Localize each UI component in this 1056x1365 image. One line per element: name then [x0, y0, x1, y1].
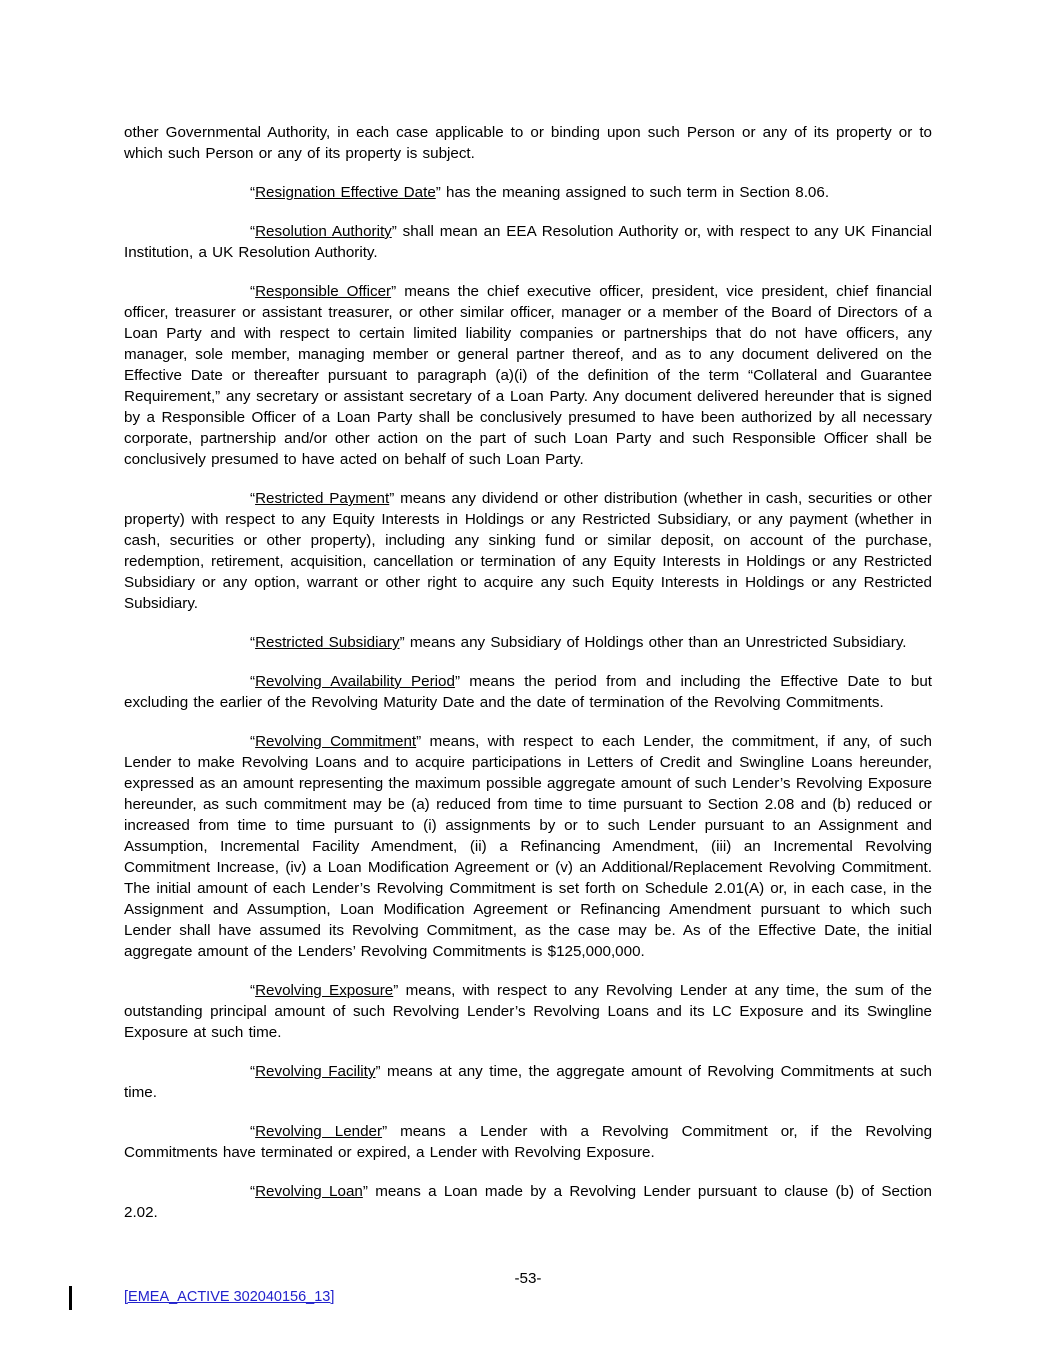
definition-restricted-payment	[124, 488, 932, 614]
open-quote: “	[250, 223, 256, 240]
open-quote: “	[250, 1183, 256, 1200]
definition-revolving-availability-period	[124, 671, 932, 713]
definition-resignation-effective-date	[124, 182, 932, 203]
definition-revolving-facility	[124, 1061, 932, 1103]
definition-resolution-authority	[124, 221, 932, 263]
defined-term: Revolving Commitment	[255, 733, 417, 750]
paragraph-text: ” means, with respect to each Lender, the commitment, if any, of such Lender to make Revolving Loans and to acquire participations in Letters of Credit and Swingline Loans hereunder, expressed as an amount representing the maximum possible aggregate amount of such Lender’s Revolving Exposure hereunder, as such commitment may be (a) reduced from time to time pursuant to Section 2.08 and (b) reduced or increased from time to time pursuant to (i) assignments by or to such Lender pursuant to an Assignment and Assumption, Incremental Facility Amendment, (ii) a Refinancing Amendment, (iii) an Incremental Revolving Commitment Increase, (iv) a Loan Modification Agreement or (v) an Additional/Replacement Revolving Commitment. The initial amount of each Lender’s Revolving Commitment is set forth on Schedule 2.01(A) or, in each case, in the Assignment and Assumption, Loan Modification Agreement or Refinancing Amendment pursuant to which such Lender shall have assumed its Revolving Commitment, as the case may be. As of the Effective Date, the initial aggregate amount of the Lenders’ Revolving Commitments is $125,000,000.	[124, 733, 932, 960]
document-id-link[interactable]: [EMEA_ACTIVE 302040156_13]	[124, 1289, 335, 1305]
revision-change-bar	[69, 1286, 72, 1310]
defined-term: Restricted Payment	[255, 490, 390, 507]
defined-term: Restricted Subsidiary	[255, 634, 400, 651]
open-quote: “	[250, 982, 256, 999]
open-quote: “	[250, 673, 256, 690]
paragraph-text: ” has the meaning assigned to such term in Section 8.06.	[435, 184, 830, 201]
definition-revolving-exposure	[124, 980, 932, 1043]
paragraph-text: ” means any dividend or other distribution (whether in cash, securities or other property) with respect to any Equity Interests in Holdings or any Restricted Subsidiary, or any payment (whether in cash, securities or other property), including any sinking fund or similar deposit, on account of the purchase, redemption, retirement, acquisition, cancellation or termination of any Equity Interests in Holdings or any Restricted Subsidiary or any option, warrant or other right to acquire any such Equity Interests in Holdings or any Restricted Subsidiary.	[124, 490, 932, 612]
definition-revolving-loan	[124, 1181, 932, 1223]
open-quote: “	[250, 1063, 256, 1080]
defined-term: Resignation Effective Date	[255, 184, 436, 201]
definition-revolving-commitment	[124, 731, 932, 962]
defined-term: Revolving Lender	[255, 1123, 383, 1140]
open-quote: “	[250, 490, 256, 507]
paragraph-text: ” means, with respect to any Revolving Lender at any time, the sum of the outstanding principal amount of such Revolving Lender’s Revolving Loans and its LC Exposure and its Swingline Exposure at such time.	[124, 982, 933, 1041]
open-quote: “	[250, 283, 256, 300]
paragraph-text: ” means a Lender with a Revolving Commitment or, if the Revolving Commitments have terminated or expired, a Lender with Revolving Exposure.	[124, 1123, 933, 1161]
paragraph-text: ” means a Loan made by a Revolving Lender pursuant to clause (b) of Section 2.02.	[124, 1183, 932, 1221]
defined-term: Revolving Availability Period	[255, 673, 455, 690]
definition-responsible-officer	[124, 281, 932, 470]
defined-term: Revolving Facility	[255, 1063, 376, 1080]
open-quote: “	[250, 733, 256, 750]
paragraph-text: ” shall mean an EEA Resolution Authority or, with respect to any UK Financial Institution, a UK Resolution Authority.	[124, 223, 933, 261]
defined-term: Revolving Loan	[255, 1183, 363, 1200]
open-quote: “	[250, 1123, 256, 1140]
paragraph-text: other Governmental Authority, in each case applicable to or binding upon such Person or any of its property or to which such Person or any of its property is subject.	[124, 124, 932, 162]
open-quote: “	[250, 184, 256, 201]
defined-term: Revolving Exposure	[255, 982, 394, 999]
page-number: -53-	[514, 1270, 542, 1287]
document-body	[124, 122, 932, 1241]
defined-term: Responsible Officer	[255, 283, 392, 300]
defined-term: Resolution Authority	[255, 223, 392, 240]
open-quote: “	[250, 634, 256, 651]
definition-restricted-subsidiary	[124, 632, 932, 653]
paragraph-continuation	[124, 122, 932, 164]
definition-revolving-lender	[124, 1121, 932, 1163]
paragraph-text: ” means the chief executive officer, president, vice president, chief financial officer, treasurer or assistant treasurer, or other similar officer, manager or a member of the Board of Directors of a Loan Party and with respect to certain limited liability companies or partnerships that do not have officers, any manager, sole member, managing member or general partner thereof, and as to any document delivered on the Effective Date or thereafter pursuant to paragraph (a)(i) of the definition of the term “Collateral and Guarantee Requirement,” any secretary or assistant secretary of a Loan Party. Any document delivered hereunder that is signed by a Responsible Officer of a Loan Party shall be conclusively presumed to have been authorized by all necessary corporate, partnership and/or other action on the part of such Loan Party and such Responsible Officer shall be conclusively presumed to have acted on behalf of such Loan Party.	[124, 283, 932, 468]
paragraph-text: ” means the period from and including the Effective Date to but excluding the earlier of the Revolving Maturity Date and the date of termination of the Revolving Commitments.	[124, 673, 933, 711]
paragraph-text: ” means any Subsidiary of Holdings other than an Unrestricted Subsidiary.	[399, 634, 907, 651]
paragraph-text: ” means at any time, the aggregate amount of Revolving Commitments at such time.	[124, 1063, 932, 1101]
